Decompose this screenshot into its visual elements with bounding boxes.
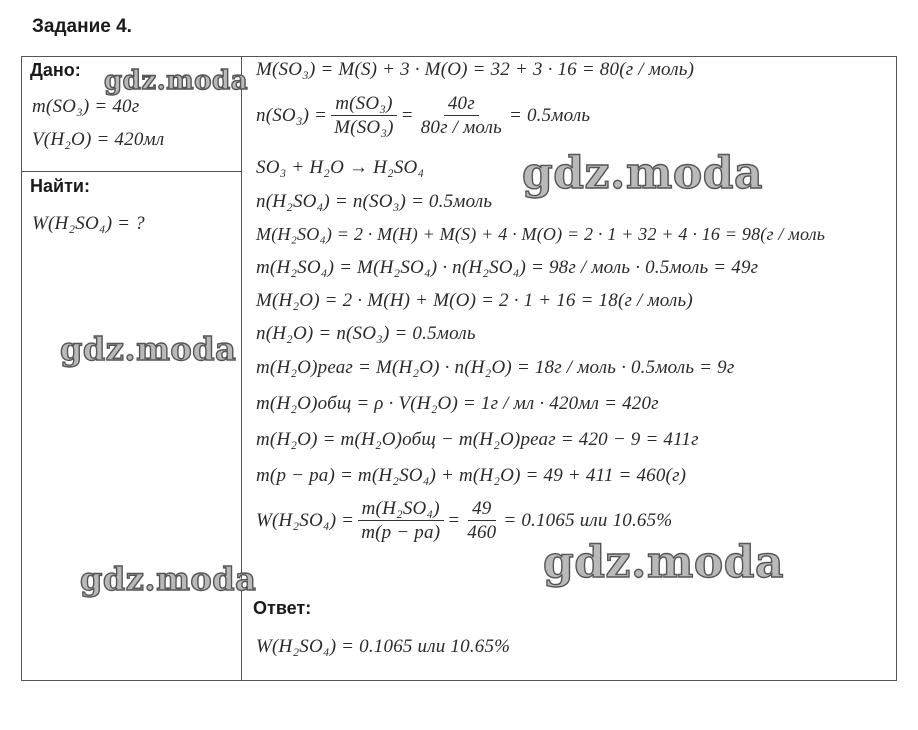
watermark-logo: gdz.moda	[80, 560, 257, 598]
solution-line-8: n(H₂O) = n(SO₃) = 0.5моль	[256, 323, 476, 344]
watermark-logo: gdz.moda	[60, 330, 237, 368]
answer-text: W(H₂SO₄) = 0.1065 или 10.65%	[256, 636, 511, 657]
watermark-logo: gdz.moda	[104, 66, 249, 96]
given-heading: Дано:	[30, 60, 81, 80]
solution-line-7: M(H₂O) = 2 · M(H) + M(O) = 2 · 1 + 16 = 18(г / моль)	[256, 290, 693, 311]
line2-fraction-1	[330, 93, 398, 138]
watermark-logo: gdz.moda	[543, 537, 785, 588]
find-heading: Найти:	[30, 176, 90, 196]
solution-line-1: M(SO₃) = M(S) + 3 · M(O) = 32 + 3 · 16 = 80(г / моль)	[256, 59, 695, 80]
line2-den-2: 80г / моль	[420, 117, 502, 138]
line13-num-2: 49	[468, 498, 495, 521]
line13-den-1: m(p − pa)	[361, 522, 441, 543]
given-mass: m(SO₃) = 40г	[32, 96, 140, 117]
line2-eq: =	[400, 104, 414, 126]
solution-line-4: n(H₂SO₄) = n(SO₃) = 0.5моль	[256, 191, 493, 212]
solution-line-10: m(H₂O)общ = ρ · V(H₂O) = 1г / мл · 420мл = 420г	[256, 393, 659, 414]
solution-line-5: M(H₂SO₄) = 2 · M(H) + M(S) + 4 · M(O) = 2 · 1 + 32 + 4 · 16 = 98(г / моль	[256, 224, 826, 244]
line2-fraction-2	[417, 93, 506, 138]
line2-rhs: = 0.5моль	[508, 104, 591, 126]
task-title: Задание 4.	[32, 16, 132, 37]
line2-num-2: 40г	[444, 93, 479, 116]
given-find-divider	[21, 171, 242, 172]
watermark-logo: gdz.moda	[522, 148, 764, 199]
solution-line-9: m(H₂O)реаг = M(H₂O) · n(H₂O) = 18г / моль · 0.5моль = 9г	[256, 357, 735, 378]
solution-line-3: SO₃ + H₂O → H₂SO₄	[256, 157, 425, 178]
solution-line-2	[256, 93, 590, 138]
find-target: W(H₂SO₄) = ?	[32, 213, 145, 234]
line2-lhs: n(SO₃) =	[256, 104, 328, 126]
solution-line-11: m(H₂O) = m(H₂O)общ − m(H₂O)реаг = 420 − 9 = 411г	[256, 429, 699, 450]
solution-line-6: m(H₂SO₄) = M(H₂SO₄) · n(H₂SO₄) = 98г / моль · 0.5моль = 49г	[256, 257, 759, 278]
line13-rhs: = 0.1065 или 10.65%	[503, 509, 673, 531]
line13-eq: =	[447, 509, 461, 531]
solution-line-12: m(p − pa) = m(H₂SO₄) + m(H₂O) = 49 + 411 = 460(г)	[256, 465, 687, 486]
line13-fraction-2	[463, 498, 500, 543]
line13-num-1: m(H₂SO₄)	[358, 498, 444, 521]
given-volume: V(H₂O) = 420мл	[32, 129, 165, 150]
answer-heading: Ответ:	[253, 598, 312, 618]
line13-lhs: W(H₂SO₄) =	[256, 509, 355, 531]
line2-num-1: m(SO₃)	[331, 93, 396, 116]
line13-den-2: 460	[467, 522, 497, 543]
line2-den-1: M(SO₃)	[334, 117, 394, 138]
line13-fraction-1	[357, 498, 444, 543]
